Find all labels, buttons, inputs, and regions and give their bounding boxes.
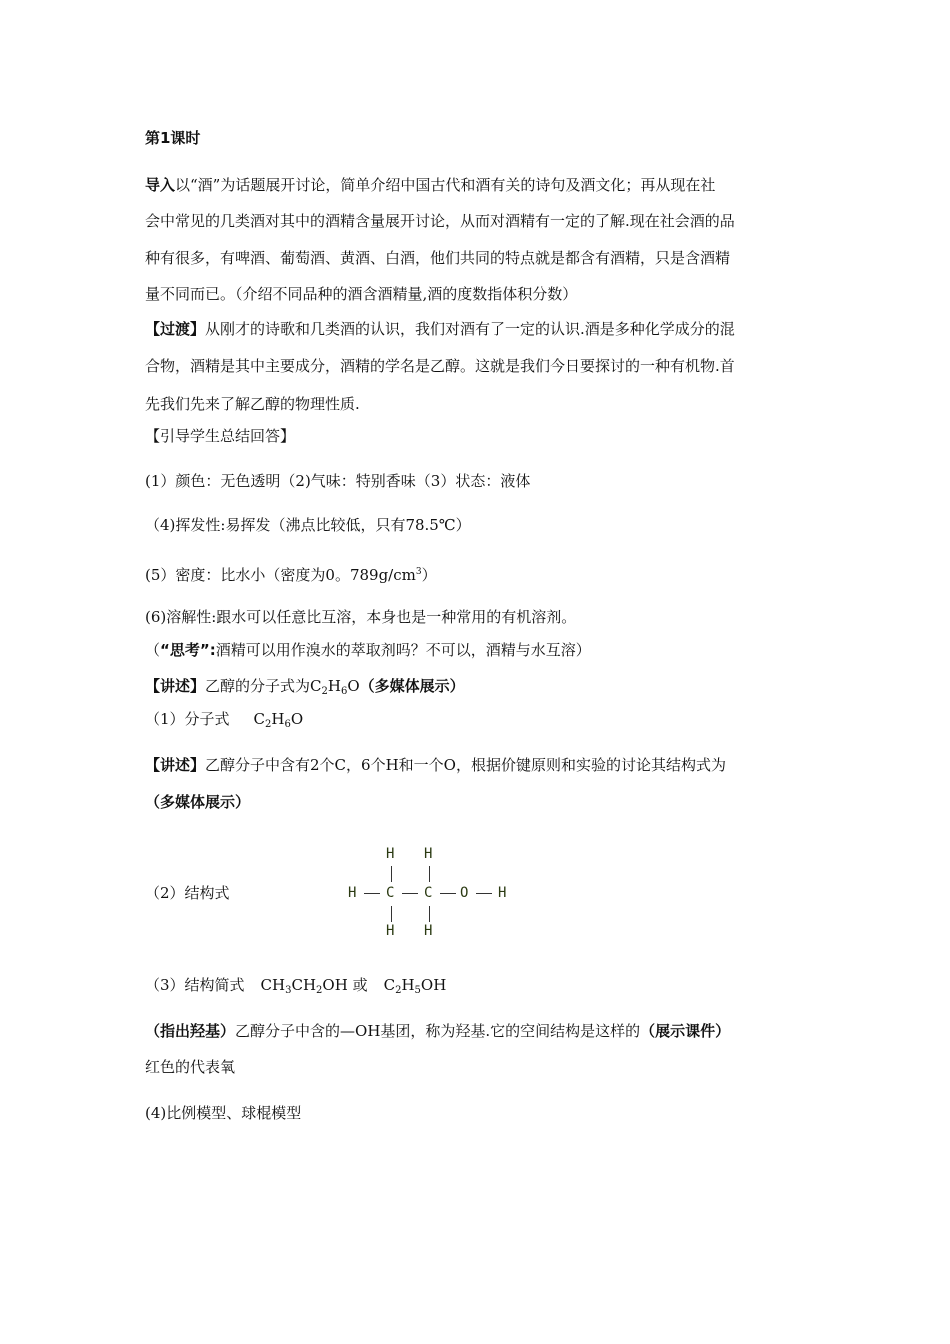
bond-h-c1	[364, 893, 380, 894]
bond-o-h	[476, 893, 492, 894]
atom-h-top-left: H	[386, 846, 395, 862]
density-text: (5）密度：比水小（密度为0。789g/cm	[145, 566, 416, 584]
intro-line-3: 种有很多，有啤酒、葡萄酒、黄酒、白酒，他们共同的特点就是都含有酒精，只是含酒精	[145, 249, 731, 267]
molecular-prefix: （1）分子式	[145, 710, 230, 728]
hydroxyl-courseware: （展示课件）	[640, 1022, 731, 1040]
intro-line-4: 量不同而已。（介绍不同品种的酒含酒精量,酒的度数指体积分数）	[145, 285, 578, 303]
explain-label: 【讲述】	[145, 677, 206, 695]
hydroxyl-text: 乙醇分子中含的—OH基团，称为羟基.它的空间结构是这样的	[235, 1022, 641, 1040]
transition-text-1: 从刚才的诗歌和几类酒的认识，我们对酒有了一定的认识.酒是多种化学成分的混	[205, 320, 735, 338]
atom-h-left: H	[348, 885, 357, 901]
intro-line-2: 会中常见的几类酒对其中的酒精含量展开讨论，从而对酒精有一定的了解.现在社会酒的品	[145, 212, 735, 230]
explain-structure-line	[145, 755, 726, 775]
atom-h-top-right: H	[424, 846, 433, 862]
condensed-sub-2: 2	[316, 985, 323, 996]
condensed-sub-c: 2	[395, 985, 402, 996]
explain-multimedia: （多媒体展示）	[359, 677, 465, 695]
structural-formula-label: （2）结构式	[145, 884, 230, 902]
explain-h: H	[327, 677, 341, 695]
think-line	[145, 640, 591, 660]
condensed-oh-or: OH 或	[322, 976, 368, 994]
bond-c1-h-top	[391, 866, 392, 882]
transition-line-1	[145, 319, 735, 339]
molecular-formula-line	[145, 709, 303, 735]
explain2-multimedia: （多媒体展示）	[145, 793, 251, 811]
explain-text: 乙醇的分子式为C	[205, 677, 322, 695]
hydroxyl-label: （指出羟基）	[145, 1022, 236, 1040]
models-line: (4)比例模型、球棍模型	[145, 1104, 302, 1122]
transition-line-2: 合物，酒精是其中主要成分，酒精的学名是乙醇。这就是我们今日要探讨的一种有机物.首	[145, 357, 735, 375]
condensed-h: H	[401, 976, 415, 994]
guide-heading: 【引导学生总结回答】	[145, 427, 296, 445]
property-solubility: (6)溶解性:跟水可以任意比互溶，本身也是一种常用的有机溶剂。	[145, 608, 577, 626]
bond-c2-h-top	[429, 866, 430, 882]
atom-h-bottom-right: H	[424, 923, 433, 939]
molecular-sub-h: 6	[284, 719, 291, 730]
condensed-ch-2: CH	[291, 976, 317, 994]
condensed-sub-3: 3	[285, 985, 292, 996]
condensed-oh: OH	[420, 976, 447, 994]
explain2-text: 乙醇分子中含有2个C，6个H和一个O，根据价键原则和实验的讨论其结构式为	[205, 756, 726, 774]
atom-c2: C	[424, 885, 433, 901]
explain-o: O	[347, 677, 360, 695]
molecular-o: O	[290, 710, 304, 728]
hydroxyl-line	[145, 1021, 730, 1041]
explain-formula-line	[145, 676, 465, 702]
bond-c2-o	[440, 893, 456, 894]
lesson-title: 第1课时	[145, 129, 201, 147]
condensed-ch-1: CH	[260, 976, 286, 994]
molecular-c: C	[253, 710, 266, 728]
molecular-sub-c: 2	[265, 719, 272, 730]
intro-text-1: 以“酒”为话题展开讨论，简单介绍中国古代和酒有关的诗句及酒文化；再从现在社	[175, 176, 716, 194]
bond-c1-h-bottom	[391, 906, 392, 922]
transition-line-3: 先我们先来了解乙醇的物理性质.	[145, 395, 360, 413]
red-oxygen-note: 红色的代表氧	[145, 1058, 236, 1076]
atom-c1: C	[386, 885, 395, 901]
density-close: ）	[421, 566, 437, 584]
condensed-sub-h: 5	[414, 985, 421, 996]
explain-sub-h: 6	[340, 686, 348, 697]
intro-label: 导入	[145, 176, 176, 194]
molecular-h: H	[271, 710, 285, 728]
property-volatility: （4)挥发性:易挥发（沸点比较低，只有78.5℃）	[145, 516, 471, 534]
transition-label: 【过渡】	[145, 320, 206, 338]
think-label: “思考”:	[160, 641, 216, 659]
bond-c1-c2	[402, 893, 418, 894]
condensed-c: C	[383, 976, 396, 994]
condensed-prefix: （3）结构简式	[145, 976, 245, 994]
condensed-formula-line	[145, 975, 446, 1001]
intro-line-1	[145, 175, 715, 195]
think-text: 酒精可以用作溴水的萃取剂吗？不可以，酒精与水互溶）	[215, 641, 591, 659]
bond-c2-h-bottom	[429, 906, 430, 922]
atom-o: O	[460, 885, 469, 901]
explain2-label: 【讲述】	[145, 756, 206, 774]
think-open: （	[145, 641, 161, 659]
atom-h-bottom-left: H	[386, 923, 395, 939]
density-superscript: 3	[415, 567, 422, 577]
property-density	[145, 562, 437, 585]
explain-sub-c: 2	[321, 686, 328, 697]
ethanol-structural-formula	[340, 840, 530, 950]
atom-h-right: H	[498, 885, 507, 901]
property-color-smell-state: (1）颜色：无色透明（2)气味：特别香味（3）状态：液体	[145, 472, 531, 490]
